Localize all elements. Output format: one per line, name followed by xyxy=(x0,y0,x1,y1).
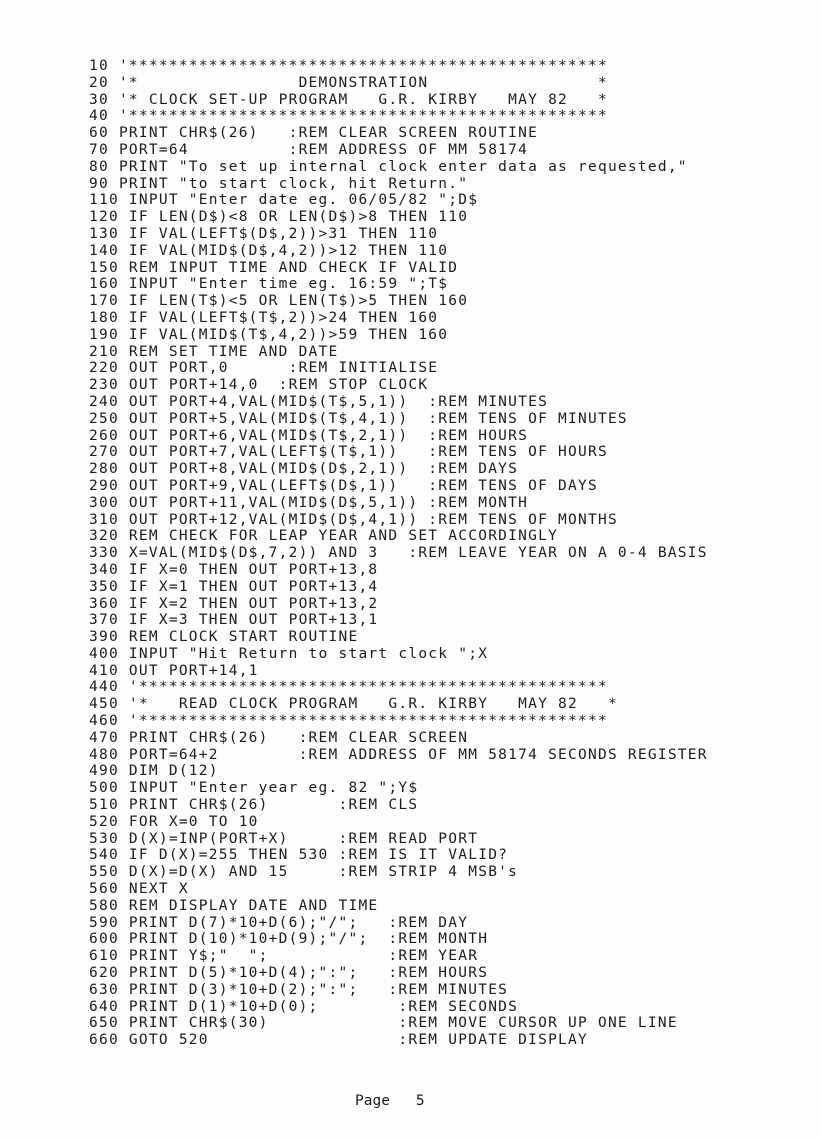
code-line: 10 '************************************************ xyxy=(89,58,608,74)
code-line: 20 '* DEMONSTRATION * xyxy=(89,74,608,91)
code-line: 220 OUT PORT,0 :REM INITIALISE xyxy=(89,360,439,377)
code-line: 180 IF VAL(LEFT$(T$,2))>24 THEN 160 xyxy=(89,309,439,326)
code-line: 500 INPUT "Enter year eg. 82 ";Y$ xyxy=(89,780,419,797)
code-line: 660 GOTO 520 :REM UPDATE DISPLAY xyxy=(89,1032,588,1049)
code-line: 590 PRINT D(7)*10+D(6);"/"; :REM DAY xyxy=(89,914,469,931)
code-line: 540 IF D(X)=255 THEN 530 :REM IS IT VALID? xyxy=(89,847,509,864)
code-line: 360 IF X=2 THEN OUT PORT+13,2 xyxy=(89,595,379,612)
code-line: 470 PRINT CHR$(26) :REM CLEAR SCREEN xyxy=(89,729,469,746)
code-line: 40 '************************************************ xyxy=(89,108,608,125)
code-line: 480 PORT=64+2 :REM ADDRESS OF MM 58174 SECONDS REGISTER xyxy=(89,746,708,763)
code-line: 550 D(X)=D(X) AND 15 :REM STRIP 4 MSB's xyxy=(89,864,519,881)
page-footer xyxy=(355,1093,425,1109)
basic-program-listing xyxy=(89,58,708,1049)
code-line: 410 OUT PORT+14,1 xyxy=(89,662,259,679)
code-line: 390 REM CLOCK START ROUTINE xyxy=(89,629,359,646)
code-line: 530 D(X)=INP(PORT+X) :REM READ PORT xyxy=(89,830,479,847)
code-line: 610 PRINT Y$;" "; :REM YEAR xyxy=(89,948,479,965)
code-line: 370 IF X=3 THEN OUT PORT+13,1 xyxy=(89,612,379,629)
code-line: 510 PRINT CHR$(26) :REM CLS xyxy=(89,797,419,814)
code-line: 30 '* CLOCK SET-UP PROGRAM G.R. KIRBY MAY 82 * xyxy=(89,91,608,108)
code-line: 560 NEXT X xyxy=(89,881,189,898)
page-label: Page xyxy=(355,1093,390,1109)
code-line: 150 REM INPUT TIME AND CHECK IF VALID xyxy=(89,259,459,276)
code-line: 650 PRINT CHR$(30) :REM MOVE CURSOR UP ONE LINE xyxy=(89,1015,678,1032)
page-number: 5 xyxy=(415,1093,425,1109)
code-line: 640 PRINT D(1)*10+D(0); :REM SECONDS xyxy=(89,998,519,1015)
code-line: 240 OUT PORT+4,VAL(MID$(T$,5,1)) :REM MINUTES xyxy=(89,393,549,410)
code-line: 290 OUT PORT+9,VAL(LEFT$(D$,1)) :REM TENS OF DAYS xyxy=(89,477,598,494)
code-line: 350 IF X=1 THEN OUT PORT+13,4 xyxy=(89,578,379,595)
code-line: 250 OUT PORT+5,VAL(MID$(T$,4,1)) :REM TENS OF MINUTES xyxy=(89,410,628,427)
code-line: 160 INPUT "Enter time eg. 16:59 ";T$ xyxy=(89,276,449,293)
code-line: 630 PRINT D(3)*10+D(2);":"; :REM MINUTES xyxy=(89,981,509,998)
code-line: 460 '*********************************************** xyxy=(89,713,608,730)
code-line: 580 REM DISPLAY DATE AND TIME xyxy=(89,897,379,914)
code-line: 620 PRINT D(5)*10+D(4);":"; :REM HOURS xyxy=(89,965,489,982)
code-line: 210 REM SET TIME AND DATE xyxy=(89,343,339,360)
code-line: 340 IF X=0 THEN OUT PORT+13,8 xyxy=(89,561,379,578)
code-line: 490 DIM D(12) xyxy=(89,763,219,780)
code-line: 300 OUT PORT+11,VAL(MID$(D$,5,1)) :REM MONTH xyxy=(89,494,529,511)
code-line: 170 IF LEN(T$)<5 OR LEN(T$)>5 THEN 160 xyxy=(89,293,469,310)
code-line: 260 OUT PORT+6,VAL(MID$(T$,2,1)) :REM HOURS xyxy=(89,427,529,444)
code-line: 120 IF LEN(D$)<8 OR LEN(D$)>8 THEN 110 xyxy=(89,209,469,226)
code-line: 600 PRINT D(10)*10+D(9);"/"; :REM MONTH xyxy=(89,931,489,948)
code-line: 400 INPUT "Hit Return to start clock ";X xyxy=(89,645,489,662)
code-line: 140 IF VAL(MID$(D$,4,2))>12 THEN 110 xyxy=(89,242,449,259)
code-line: 440 '*********************************************** xyxy=(89,679,608,696)
code-line: 520 FOR X=0 TO 10 xyxy=(89,813,259,830)
code-line: 110 INPUT "Enter date eg. 06/05/82 ";D$ xyxy=(89,192,479,209)
code-line: 60 PRINT CHR$(26) :REM CLEAR SCREEN ROUTINE xyxy=(89,125,539,142)
code-line: 70 PORT=64 :REM ADDRESS OF MM 58174 xyxy=(89,141,529,158)
code-line: 270 OUT PORT+7,VAL(LEFT$(T$,1)) :REM TENS OF HOURS xyxy=(89,444,608,461)
code-line: 230 OUT PORT+14,0 :REM STOP CLOCK xyxy=(89,377,429,394)
code-line: 190 IF VAL(MID$(T$,4,2))>59 THEN 160 xyxy=(89,326,449,343)
code-line: 320 REM CHECK FOR LEAP YEAR AND SET ACCORDINGLY xyxy=(89,528,559,545)
code-line: 310 OUT PORT+12,VAL(MID$(D$,4,1)) :REM TENS OF MONTHS xyxy=(89,511,618,528)
code-line: 130 IF VAL(LEFT$(D$,2))>31 THEN 110 xyxy=(89,225,439,242)
code-line: 450 '* READ CLOCK PROGRAM G.R. KIRBY MAY 82 * xyxy=(89,696,618,713)
code-line: 330 X=VAL(MID$(D$,7,2)) AND 3 :REM LEAVE YEAR ON A 0-4 BASIS xyxy=(89,545,708,562)
code-line: 280 OUT PORT+8,VAL(MID$(D$,2,1)) :REM DAYS xyxy=(89,461,519,478)
code-line: 90 PRINT "to start clock, hit Return." xyxy=(89,175,469,192)
code-line: 80 PRINT "To set up internal clock enter data as requested," xyxy=(89,158,688,175)
